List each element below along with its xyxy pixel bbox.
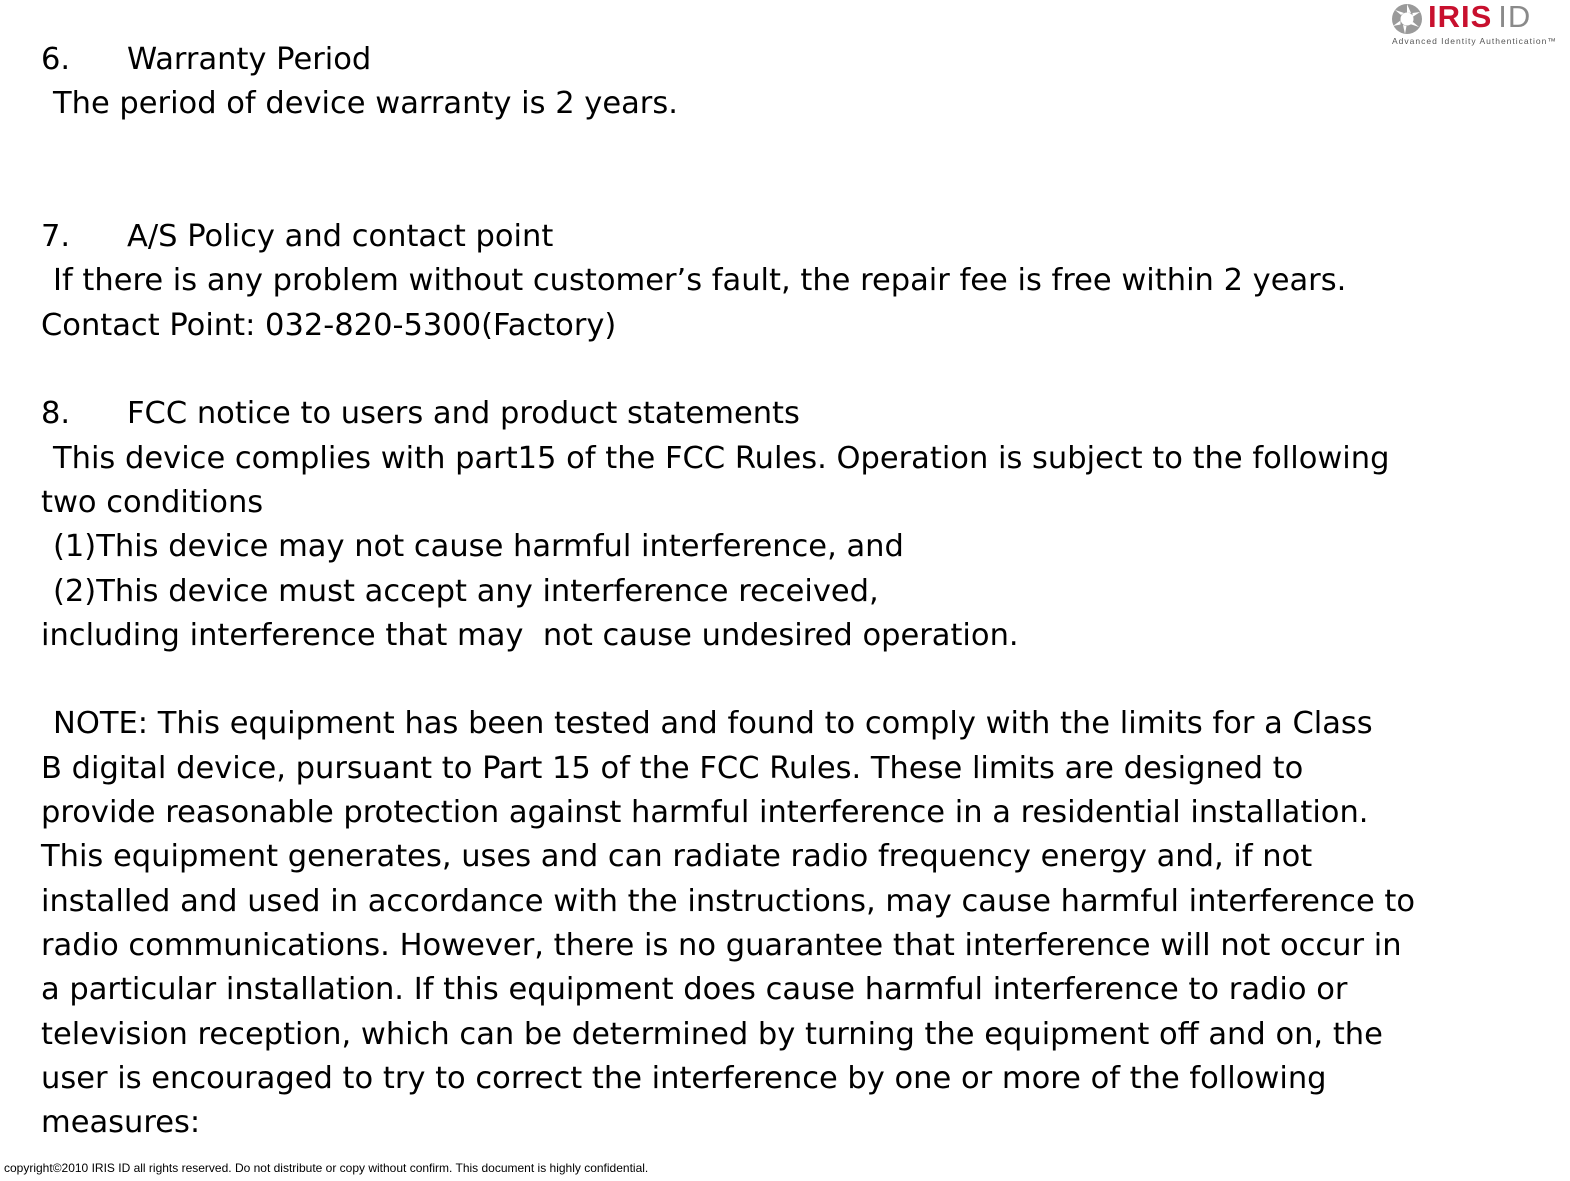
- note-line: installed and used in accordance with the instructions, may cause harmful interference to: [41, 883, 1416, 919]
- spacer: [41, 348, 1546, 392]
- note-line: a particular installation. If this equipment does cause harmful interference to radio or: [41, 972, 1348, 1008]
- section-6-body: The period of device warranty is 2 years.: [53, 86, 678, 122]
- fcc-compliance-line: This device complies with part15 of the FCC Rules. Operation is subject to the following: [53, 440, 1390, 476]
- section-number: 8.: [41, 396, 71, 432]
- logo-tagline: Advanced Identity Authentication™: [1392, 36, 1557, 46]
- note-line: radio communications. However, there is no guarantee that interference will not occur in: [41, 927, 1402, 963]
- note-line: measures:: [41, 1105, 201, 1141]
- note-line: user is encouraged to try to correct the interference by one or more of the following: [41, 1060, 1327, 1096]
- section-title: FCC notice to users and product statements: [127, 396, 800, 432]
- section-number: 7.: [41, 219, 71, 255]
- note-line: television reception, which can be determined by turning the equipment off and on, the: [41, 1016, 1383, 1052]
- section-7-heading: [41, 215, 1546, 259]
- fcc-condition-1: (1)This device may not cause harmful interference, and: [53, 529, 904, 565]
- note-line: B digital device, pursuant to Part 15 of the FCC Rules. These limits are designed to: [41, 750, 1304, 786]
- section-7-body: If there is any problem without customer’s fault, the repair fee is free within 2 years.: [53, 263, 1347, 299]
- spacer: [41, 658, 1546, 702]
- note-line: NOTE: This equipment has been tested and found to comply with the limits for a Class: [53, 706, 1373, 742]
- section-number: 6.: [41, 42, 71, 77]
- spacer: [41, 127, 1546, 171]
- logo-brand-text: IRIS: [1428, 0, 1493, 34]
- section-6-heading: [41, 38, 1546, 82]
- document-body: [41, 38, 1546, 1145]
- aperture-icon: [1390, 2, 1424, 36]
- copyright-footer: copyright©2010 IRIS ID all rights reserved. Do not distribute or copy without confirm. This document is highly confidential.: [4, 1161, 649, 1175]
- logo-wordmark: [1428, 0, 1531, 37]
- logo-suffix-text: ID: [1498, 0, 1532, 34]
- fcc-condition-2: (2)This device must accept any interference received,: [53, 573, 879, 609]
- note-line: This equipment generates, uses and can radiate radio frequency energy and, if not: [41, 839, 1313, 875]
- spacer: [41, 171, 1546, 215]
- section-title: A/S Policy and contact point: [127, 219, 554, 255]
- fcc-condition-2-continued: including interference that may not cause undesired operation.: [41, 617, 1019, 653]
- section-title: Warranty Period: [127, 42, 372, 77]
- section-8-heading: [41, 392, 1546, 436]
- fcc-compliance-line: two conditions: [41, 484, 264, 520]
- note-line: provide reasonable protection against harmful interference in a residential installation.: [41, 795, 1369, 831]
- contact-point: Contact Point: 032-820-5300(Factory): [41, 307, 617, 343]
